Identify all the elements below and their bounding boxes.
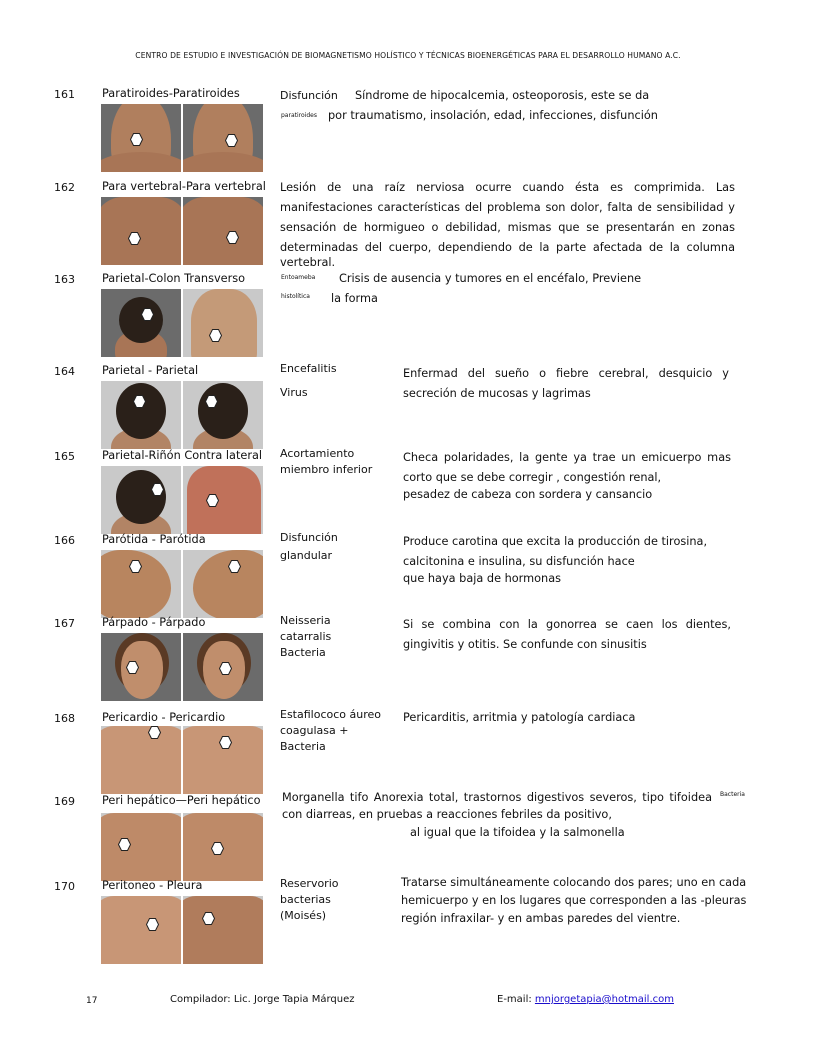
photo-back-2 [183, 197, 263, 265]
entry-number: 161 [54, 88, 75, 101]
photo-head-back [101, 381, 181, 449]
photo-neck-front-2 [183, 104, 263, 172]
pair-name: Peritoneo - Pleura [102, 879, 203, 892]
description: Enfermad del sueño o fiebre cerebral, desquicio y secreción de mucosas y lagrimas [403, 367, 729, 400]
pair-name: Párpado - Párpado [102, 616, 206, 629]
body-photos [101, 466, 263, 534]
magnet-point-marker [146, 918, 159, 931]
tiny-note: histolítica [281, 293, 310, 300]
description: Síndrome de hipocalcemia, osteoporosis, este se da [355, 89, 650, 102]
description: Crisis de ausencia y tumores en el encéfalo, Previene [339, 272, 642, 285]
entry-number: 166 [54, 534, 75, 547]
entry-number: 165 [54, 450, 75, 463]
description-cont: la forma [331, 292, 378, 305]
body-photos [101, 381, 263, 449]
pair-name: Para vertebral-Para vertebral [102, 180, 266, 193]
photo-chest [101, 896, 181, 964]
description-cont: por traumatismo, insolación, edad, infecciones, disfunción [328, 109, 658, 122]
pair-name: Pericardio - Pericardio [102, 711, 226, 724]
pair-name: Parietal-Riñón Contra lateral [102, 449, 263, 462]
magnet-point-marker [211, 842, 224, 855]
condition-label: Disfunción [280, 89, 338, 102]
magnet-point-marker [219, 736, 232, 749]
description: Morganella tifo Anorexia total, trastornos digestivos severos, tipo tifoidea [282, 791, 712, 804]
description: Lesión de una raíz nerviosa ocurre cuando ésta es comprimida. Las manifestaciones características del problema son dolor, falta de sensibilidad y sensación de hormigueo o debilidad, mismas que se presentarán en zonas determinadas del cuerpo, dependiendo de la parte afectada de la columna vertebral. [280, 181, 735, 269]
body-photos [101, 896, 263, 964]
description-cont: con diarreas, en pruebas a reacciones febriles da positivo, [282, 808, 612, 821]
magnet-point-marker [128, 232, 141, 245]
photo-head-back-2 [183, 381, 263, 449]
document-header: CENTRO DE ESTUDIO E INVESTIGACIÓN DE BIOMAGNETISMO HOLÍSTICO Y TÉCNICAS BIOENERGÉTICAS PARA EL DESARROLLO HUMANO A.C. [135, 51, 681, 60]
magnet-point-marker [133, 395, 146, 408]
pair-name: Paratiroides-Paratiroides [102, 87, 240, 100]
condition-label: Estafilococo áureo coagulasa + Bacteria [280, 708, 381, 753]
pair-name: Parietal - Parietal [102, 364, 199, 377]
photo-back [183, 896, 263, 964]
tiny-note: Entoameba [281, 274, 316, 281]
magnet-point-marker [151, 483, 164, 496]
pair-name: Peri hepático—Peri hepático [102, 794, 261, 807]
magnet-point-marker [225, 134, 238, 147]
condition-label: Acortamiento miembro inferior [280, 447, 373, 476]
magnet-point-marker [118, 838, 131, 851]
magnet-point-marker [209, 329, 222, 342]
photo-face-front [101, 633, 181, 701]
magnet-point-marker [141, 308, 154, 321]
photo-abdomen [183, 289, 263, 357]
body-photos [101, 726, 263, 794]
condition-label: Reservorio bacterias (Moisés) [280, 877, 339, 922]
photo-head-back [101, 289, 181, 357]
magnet-point-marker [226, 231, 239, 244]
entry-number: 162 [54, 181, 75, 194]
magnet-point-marker [219, 662, 232, 675]
description: Checa polaridades, la gente ya trae un emicuerpo mas corto que se debe corregir , congestión renal, pesadez de cabeza con sordera y cansancio [403, 451, 731, 501]
pair-name: Parótida - Parótida [102, 533, 206, 546]
footer-email [497, 994, 674, 1005]
body-photos [101, 289, 263, 357]
description: Pericarditis, arritmia y patología cardiaca [403, 711, 636, 724]
photo-head-back [101, 466, 181, 534]
condition-label: Disfunción glandular [280, 531, 338, 562]
entry-number: 170 [54, 880, 75, 893]
photo-back [101, 197, 181, 265]
entry-number: 164 [54, 365, 75, 378]
magnet-point-marker [129, 560, 142, 573]
magnet-point-marker [206, 494, 219, 507]
photo-face-side-2 [183, 550, 263, 618]
magnet-point-marker [205, 395, 218, 408]
photo-torso [101, 813, 181, 881]
description: Tratarse simultáneamente colocando dos pares; uno en cada hemicuerpo y en los lugares que corresponden a las -pleuras región infraxilar- y en ambas paredes del vientre. [401, 876, 747, 925]
tiny-note: paratiroides [281, 112, 317, 119]
magnet-point-marker [126, 661, 139, 674]
magnet-point-marker [228, 560, 241, 573]
magnet-point-marker [202, 912, 215, 925]
entry-number: 167 [54, 617, 75, 630]
email-link[interactable]: mnjorgetapia@hotmail.com [534, 994, 674, 1005]
description-cont-2: al igual que la tifoidea y la salmonella [410, 826, 625, 839]
condition-label: Encefalitis Virus [280, 362, 337, 399]
description: Produce carotina que excita la producción de tirosina, calcitonina e insulina, su disfunción hace que haya baja de hormonas [403, 535, 708, 585]
entry-number: 169 [54, 795, 75, 808]
photo-back [183, 466, 263, 534]
description: Si se combina con la gonorrea se caen los dientes, gingivitis y otitis. Se confunde con sinusitis [403, 618, 731, 651]
condition-label: Neisseria catarralis Bacteria [280, 614, 332, 659]
tiny-note: Bacteria [720, 791, 745, 798]
entry-number: 168 [54, 712, 75, 725]
pair-name: Parietal-Colon Transverso [102, 272, 246, 285]
magnet-point-marker [130, 133, 143, 146]
compiler-credit: Compilador: Lic. Jorge Tapia Márquez [170, 994, 355, 1005]
email-label: E-mail: [497, 994, 532, 1005]
body-photos [101, 104, 263, 172]
photo-chest [101, 726, 181, 794]
magnet-point-marker [148, 726, 161, 739]
page-number: 17 [86, 996, 98, 1006]
entry-number: 163 [54, 273, 75, 286]
